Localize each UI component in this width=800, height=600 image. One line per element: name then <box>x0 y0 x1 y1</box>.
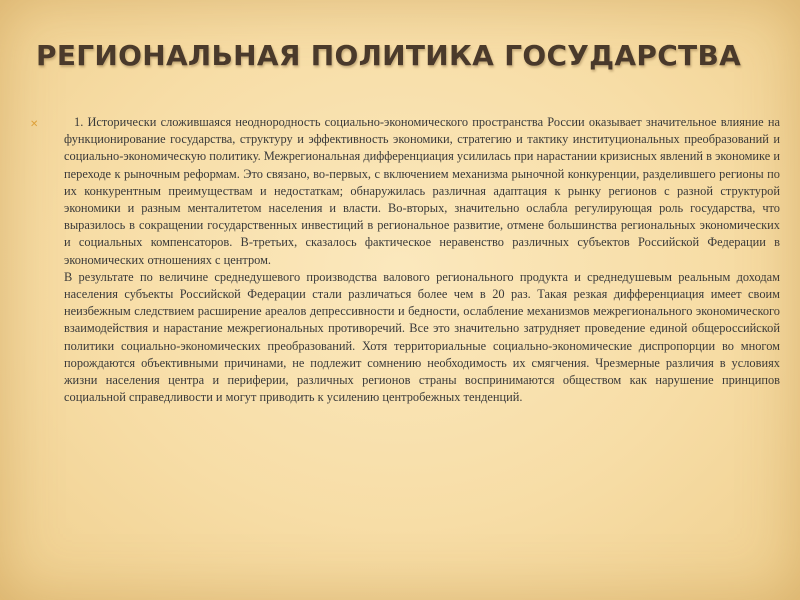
body-text <box>64 114 780 406</box>
x-mark-icon: ✕ <box>30 119 39 130</box>
paragraph-2: В результате по величине среднедушевого производства валового регионального продукта и среднедушевым реальным доходам населения субъекты Российской Федерации стали различаться более чем в 20 раз. Такая резкая дифференциация имеет своим неизбежным следствием расширение ареалов депрессивности и бедности, ослабление механизмов межрегионального экономического взаимодействия и нарастание межрегиональных противоречий. Все это значительно затрудняет проведение единой общероссийской политики социально-экономических преобразований. Хотя территориальные социально-экономические диспропорции во многом порождаются объективными причинами, не подлежит сомнению необходимость их смягчения. Чрезмерные различия в условиях жизни населения центра и периферии, различных регионов страны воспринимаются обществом как нарушение принципов социальной справедливости и могут приводить к усилению центробежных тенденций. <box>64 269 780 405</box>
paragraph-1: 1. Исторически сложившаяся неоднородность социально-экономического пространства России оказывает значительное влияние на функционирование государства, структуру и эффективность экономики, стратегию и тактику институциональных преобразований и социально-экономическую политику. Межрегиональная дифференциация усилилась при нарастании кризисных явлений в экономике и переходе к рыночным реформам. Это связано, во-первых, с включением механизма рыночной конкуренции, разделившего регионы по их конкурентным преимуществам и недостаткам; обнаружилась различная адаптация к рынку регионов с разной структурой экономики и разным менталитетом населения и власти. Во-вторых, значительно ослабла регулирующая роль государства, что выразилось в сокращении государственных инвестиций в региональное развитие, отмене большинства региональных экономических и социальных компенсаторов. В-третьих, сказалось фактическое неравенство различных субъектов Российской Федерации в экономических отношениях с центром. <box>64 115 780 267</box>
slide-title: РЕГИОНАЛЬНАЯ ПОЛИТИКА ГОСУДАРСТВА <box>36 39 742 72</box>
